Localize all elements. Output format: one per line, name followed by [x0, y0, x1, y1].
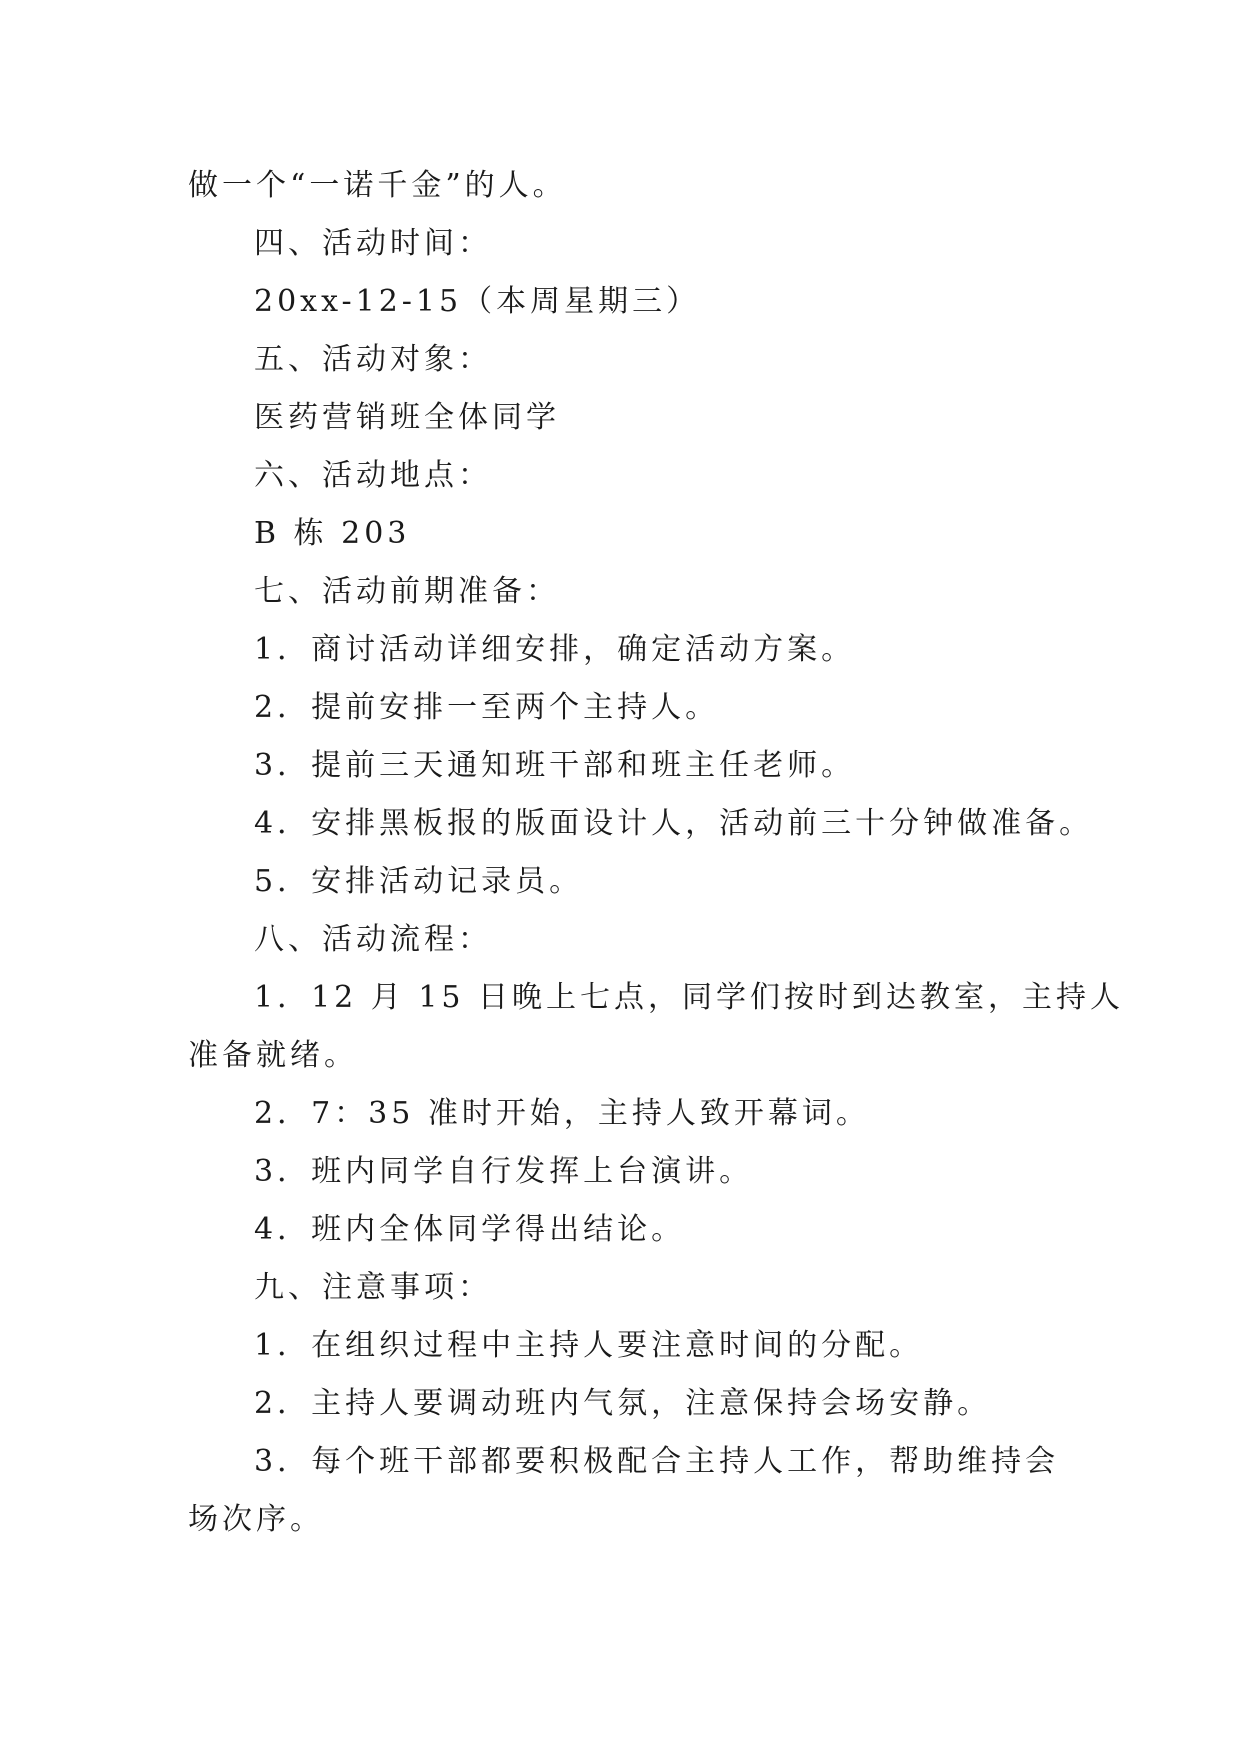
list-item: 3．每个班干部都要积极配合主持人工作，帮助维持会 — [254, 1444, 1060, 1479]
list-item: 2．主持人要调动班内气氛，注意保持会场安静。 — [254, 1386, 992, 1421]
list-item: 4．班内全体同学得出结论。 — [254, 1212, 686, 1247]
list-item-continuation: 场次序。 — [188, 1502, 324, 1537]
list-item-continuation: 准备就绪。 — [188, 1038, 358, 1073]
section-heading-audience: 五、活动对象： — [254, 342, 492, 377]
document-body — [188, 157, 1125, 1549]
section-heading-location: 六、活动地点： — [254, 458, 492, 493]
location-text: B 栋 203 — [254, 516, 411, 551]
list-item: 4．安排黑板报的版面设计人，活动前三十分钟做准备。 — [254, 806, 1094, 841]
audience-text: 医药营销班全体同学 — [254, 400, 560, 435]
list-item: 1．12 月 15 日晚上七点，同学们按时到达教室，主持人 — [254, 980, 1125, 1015]
section-heading-notes: 九、注意事项： — [254, 1270, 492, 1305]
list-item: 2．提前安排一至两个主持人。 — [254, 690, 720, 725]
list-item: 1．在组织过程中主持人要注意时间的分配。 — [254, 1328, 924, 1363]
list-item: 2．7：35 准时开始，主持人致开幕词。 — [254, 1096, 870, 1131]
section-heading-time: 四、活动时间： — [254, 226, 492, 261]
list-item: 5．安排活动记录员。 — [254, 864, 584, 899]
list-item: 3．提前三天通知班干部和班主任老师。 — [254, 748, 856, 783]
section-heading-preparation: 七、活动前期准备： — [254, 574, 560, 609]
event-date: 20xx-12-15（本周星期三） — [254, 284, 701, 319]
list-item: 3．班内同学自行发挥上台演讲。 — [254, 1154, 754, 1189]
text-line-continuation: 做一个“一诺千金”的人。 — [188, 168, 567, 203]
list-item: 1．商讨活动详细安排，确定活动方案。 — [254, 632, 856, 667]
section-heading-process: 八、活动流程： — [254, 922, 492, 957]
